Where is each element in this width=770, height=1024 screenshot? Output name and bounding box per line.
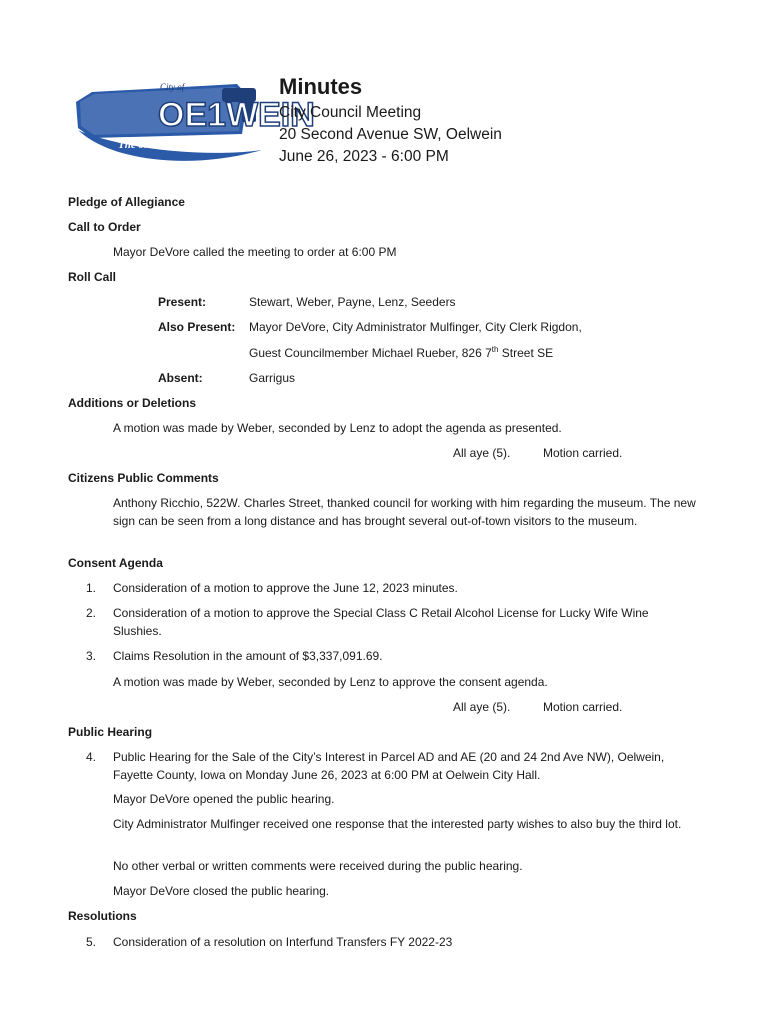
also-present-label: Also Present:	[158, 320, 236, 334]
guest-street: Street SE	[498, 346, 554, 360]
consent-result: Motion carried.	[543, 700, 623, 714]
svg-text:City of: City of	[160, 82, 185, 92]
guest-text: Guest Councilmember Michael Rueber, 826 7	[249, 346, 492, 360]
public-hearing-closed: Mayor DeVore closed the public hearing.	[113, 884, 330, 898]
additions-heading: Additions or Deletions	[68, 396, 197, 410]
absent-list: Garrigus	[249, 371, 296, 385]
absent-label: Absent:	[158, 371, 203, 385]
city-logo	[72, 72, 315, 168]
public-hearing-no-comments: No other verbal or written comments were received during the public hearing.	[113, 859, 523, 873]
pledge-heading: Pledge of Allegiance	[68, 195, 185, 209]
consent-item: Consideration of a motion to approve the June 12, 2023 minutes.	[113, 581, 458, 595]
svg-text:OE1WEIN: OE1WEIN	[158, 96, 315, 134]
consent-item-number: 2.	[86, 606, 97, 620]
roll-call-heading: Roll Call	[68, 270, 117, 284]
call-to-order-heading: Call to Order	[68, 220, 141, 234]
public-hearing-opened: Mayor DeVore opened the public hearing.	[113, 792, 335, 806]
present-label: Present:	[158, 295, 207, 309]
consent-item: Claims Resolution in the amount of $3,337,091.69.	[113, 649, 383, 663]
resolutions-heading: Resolutions	[68, 909, 137, 923]
consent-item-number: 1.	[86, 581, 97, 595]
resolution-item: Consideration of a resolution on Interfund Transfers FY 2022-23	[113, 935, 453, 949]
consent-vote: All aye (5).	[453, 700, 511, 714]
meeting-date: June 26, 2023 - 6:00 PM	[279, 148, 449, 165]
additions-result: Motion carried.	[543, 446, 623, 460]
citizens-comment: Anthony Ricchio, 522W. Charles Street, thanked council for working with him regarding the museum. The new sign can be seen from a long distance and has brought several out-of-town visitors to the museum.	[113, 496, 696, 528]
call-to-order-text: Mayor DeVore called the meeting to order at 6:00 PM	[113, 245, 397, 259]
also-present-list: Mayor DeVore, City Administrator Mulfinger, City Clerk Rigdon,	[249, 320, 582, 334]
meeting-type: City Council Meeting	[279, 104, 422, 121]
citizens-heading: Citizens Public Comments	[68, 471, 219, 485]
guest-ordinal: th	[491, 345, 499, 354]
public-hearing-item: Public Hearing for the Sale of the City’s Interest in Parcel AD and AE (20 and 24 2nd Ave NW), Oelwein, Fayette County, Iowa on Monday June 26, 2023 at 6:00 PM at Oelwein City Hall.	[113, 750, 665, 782]
guest-line	[249, 345, 553, 360]
additions-motion: A motion was made by Weber, seconded by Lenz to adopt the agenda as presented.	[113, 421, 562, 435]
present-list: Stewart, Weber, Payne, Lenz, Seeders	[249, 295, 456, 309]
consent-heading: Consent Agenda	[68, 556, 163, 570]
consent-item-number: 3.	[86, 649, 97, 663]
public-hearing-number: 4.	[86, 750, 97, 764]
page-title: Minutes	[279, 74, 363, 99]
public-hearing-response: City Administrator Mulfinger received one response that the interested party wishes to also buy the third lot.	[113, 817, 682, 831]
resolution-number: 5.	[86, 935, 97, 949]
meeting-address: 20 Second Avenue SW, Oelwein	[279, 126, 502, 143]
consent-item: Consideration of a motion to approve the Special Class C Retail Alcohol License for Lucky Wife Wine Slushies.	[113, 606, 649, 638]
additions-vote: All aye (5).	[453, 446, 511, 460]
svg-text:The one and only!: The one and only!	[118, 139, 202, 151]
consent-motion: A motion was made by Weber, seconded by Lenz to approve the consent agenda.	[113, 675, 548, 689]
public-hearing-heading: Public Hearing	[68, 725, 153, 739]
